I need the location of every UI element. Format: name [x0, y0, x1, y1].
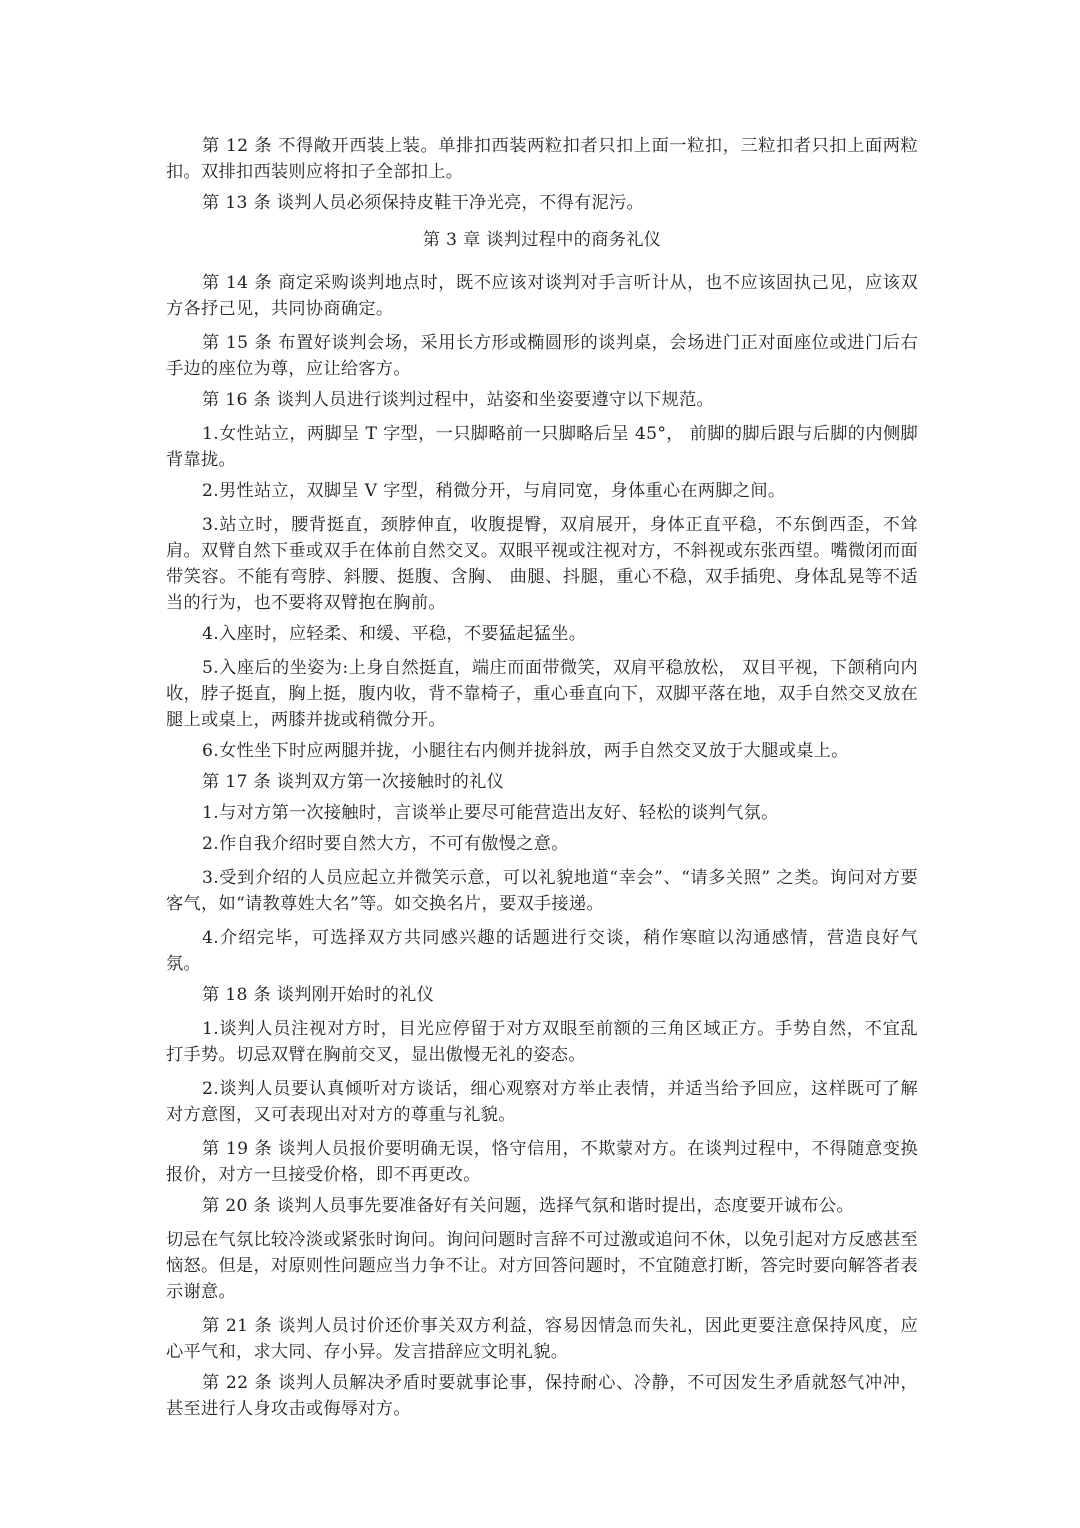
article-21: 第 21 条 谈判人员讨价还价事关双方利益，容易因情急而失礼，因此更要注意保持风度，应心平气和，求大同、存小异。发言措辞应文明礼貌。: [166, 1316, 918, 1362]
article-16: 第 16 条 谈判人员进行谈判过程中，站姿和坐姿要遵守以下规范。: [202, 390, 714, 410]
article-18: 第 18 条 谈判刚开始时的礼仪: [202, 985, 435, 1005]
article-17: 第 17 条 谈判双方第一次接触时的礼仪: [202, 772, 505, 792]
article-18-item-1: 1.谈判人员注视对方时，目光应停留于对方双眼至前额的三角区域正方。手势自然，不宜乱打手势。切忌双臂在胸前交叉，显出傲慢无礼的姿态。: [166, 1019, 918, 1065]
article-22: 第 22 条 谈判人员解决矛盾时要就事论事，保持耐心、冷静，不可因发生矛盾就怒气冲冲，甚至进行人身攻击或侮辱对方。: [166, 1373, 918, 1419]
article-20-continued: 切忌在气氛比较冷淡或紧张时询问。询问问题时言辞不可过激或追问不休，以免引起对方反感甚至恼怒。但是，对原则性问题应当力争不让。对方回答问题时，不宜随意打断，答完时要向解答者表示谢意。: [166, 1230, 918, 1302]
article-19: 第 19 条 谈判人员报价要明确无误，恪守信用，不欺蒙对方。在谈判过程中，不得随意变换报价，对方一旦接受价格，即不再更改。: [166, 1139, 918, 1185]
article-12: 第 12 条 不得敞开西装上装。单排扣西装两粒扣者只扣上面一粒扣，三粒扣者只扣上面两粒扣。双排扣西装则应将扣子全部扣上。: [166, 136, 918, 182]
article-18-item-2: 2.谈判人员要认真倾听对方谈话，细心观察对方举止表情，并适当给予回应，这样既可了解对方意图，又可表现出对对方的尊重与礼貌。: [166, 1079, 918, 1125]
article-16-item-2: 2.男性站立，双脚呈 V 字型，稍微分开，与肩同宽，身体重心在两脚之间。: [202, 481, 786, 501]
article-14: 第 14 条 商定采购谈判地点时，既不应该对谈判对手言听计从，也不应该固执己见，应该双方各抒己见，共同协商确定。: [166, 273, 918, 319]
article-16-item-4: 4.入座时，应轻柔、和缓、平稳，不要猛起猛坐。: [202, 624, 587, 644]
article-17-item-1: 1.与对方第一次接触时，言谈举止要尽可能营造出友好、轻松的谈判气氛。: [202, 803, 779, 823]
article-16-item-6: 6.女性坐下时应两腿并拢，小腿往右内侧并拢斜放，两手自然交叉放于大腿或桌上。: [202, 741, 849, 761]
article-16-item-1: 1.女性站立，两脚呈 T 字型，一只脚略前一只脚略后呈 45°， 前脚的脚后跟与后脚的内侧脚背靠拢。: [166, 424, 918, 470]
article-15: 第 15 条 布置好谈判会场，采用长方形或椭圆形的谈判桌，会场进门正对面座位或进门后右手边的座位为尊，应让给客方。: [166, 333, 918, 379]
chapter-3-heading: 第 3 章 谈判过程中的商务礼仪: [422, 230, 662, 250]
article-17-item-2: 2.作自我介绍时要自然大方，不可有傲慢之意。: [202, 834, 569, 854]
article-17-item-3: 3.受到介绍的人员应起立并微笑示意，可以礼貌地道“幸会”、“请多关照” 之类。询问对方要客气，如“请教尊姓大名”等。如交换名片，要双手接递。: [166, 868, 918, 914]
article-20: 第 20 条 谈判人员事先要准备好有关问题，选择气氛和谐时提出，态度要开诚布公。: [202, 1196, 854, 1216]
article-16-item-3: 3.站立时，腰背挺直，颈脖伸直，收腹提臀，双肩展开，身体正直平稳，不东倒西歪，不耸肩。双臂自然下垂或双手在体前自然交叉。双眼平视或注视对方，不斜视或东张西望。嘴微闭而面带笑容。不能有弯脖、斜腰、挺腹、含胸、 曲腿、抖腿，重心不稳，双手插兜、身体乱晃等不适当的行为，也不要将双臂抱在胸前。: [166, 515, 918, 613]
article-13: 第 13 条 谈判人员必须保持皮鞋干净光亮，不得有泥污。: [202, 193, 644, 213]
article-17-item-4: 4.介绍完毕，可选择双方共同感兴趣的话题进行交谈，稍作寒暄以沟通感情，营造良好气氛。: [166, 928, 918, 974]
article-16-item-5: 5.入座后的坐姿为:上身自然挺直，端庄而面带微笑，双肩平稳放松， 双目平视，下颌稍向内收，脖子挺直，胸上挺，腹内收，背不靠椅子，重心垂直向下，双脚平落在地，双手自然交叉放在腿上或桌上，两膝并拢或稍微分开。: [166, 658, 918, 730]
document-page: [166, 133, 918, 1422]
